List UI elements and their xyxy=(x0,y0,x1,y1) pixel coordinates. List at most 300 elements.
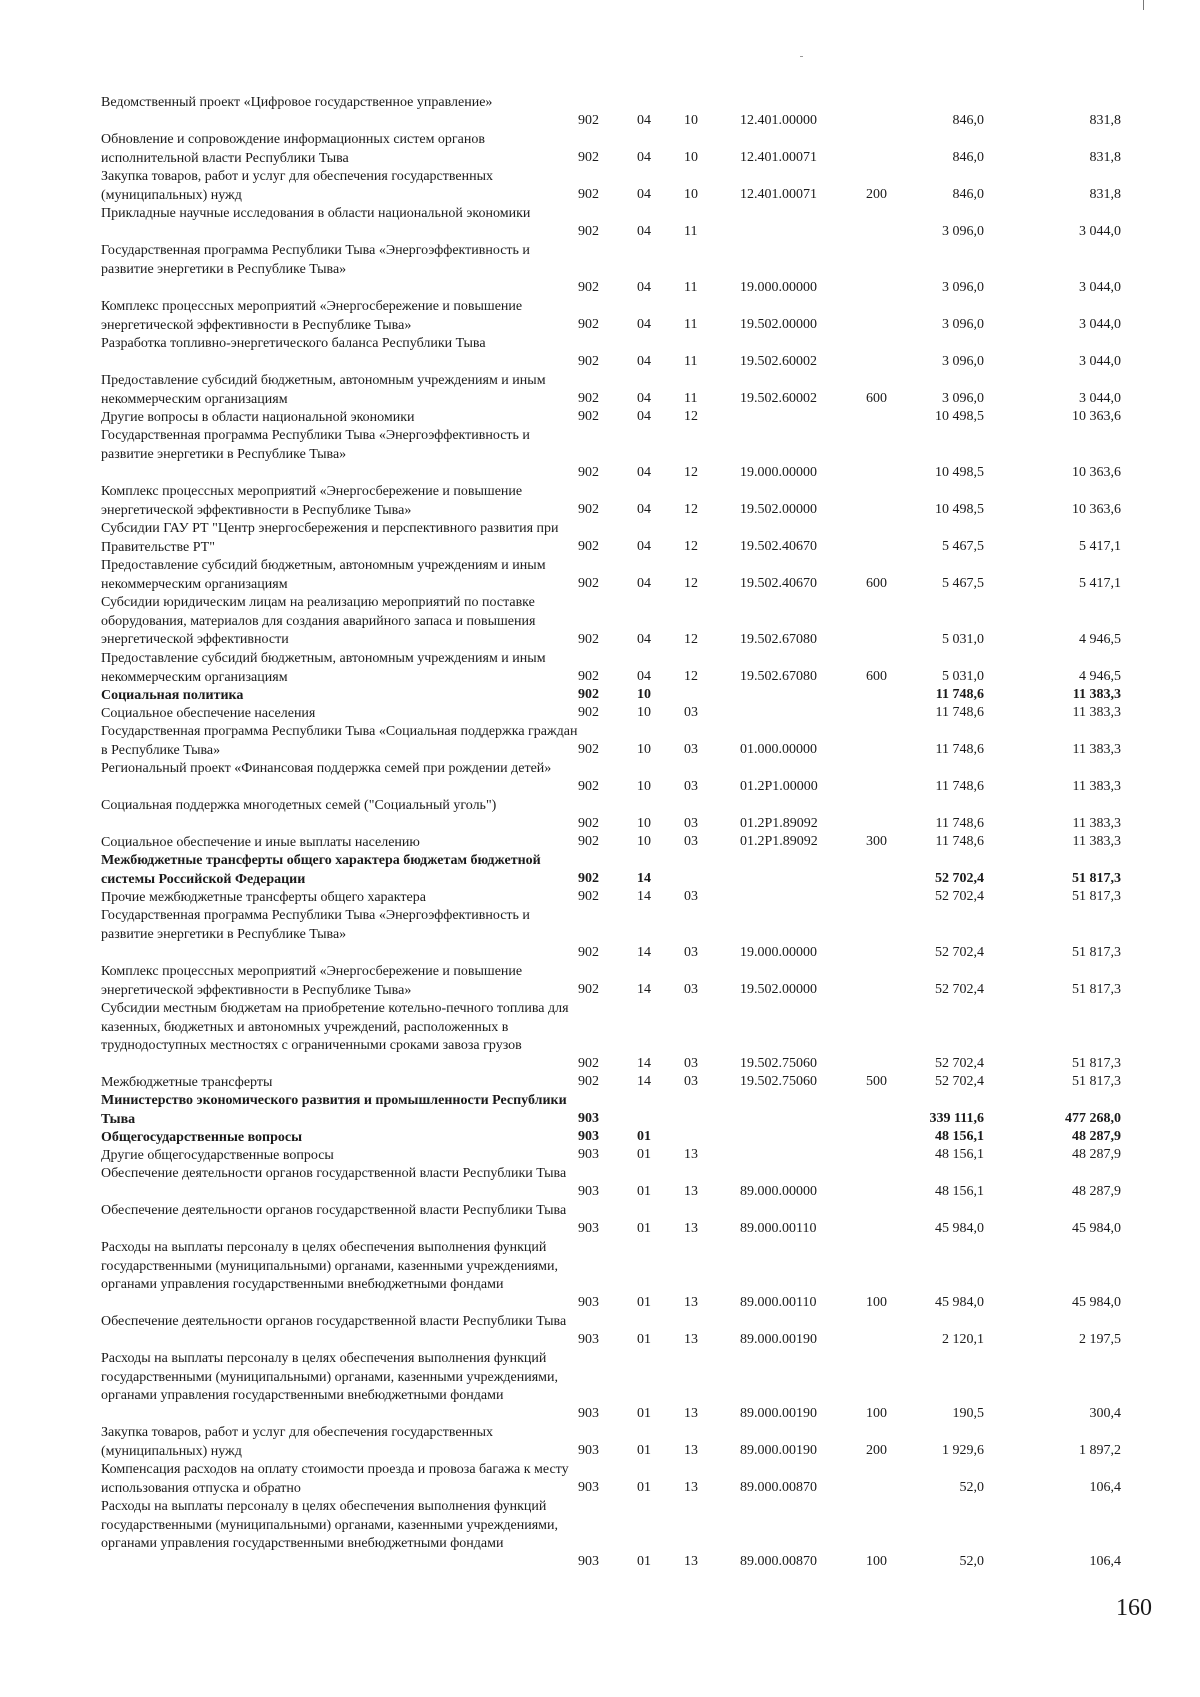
cell-razdel: 01 xyxy=(637,1129,651,1145)
cell-sum-year2: 45 984,0 xyxy=(1072,1221,1121,1237)
row-name: Прочие межбюджетные трансферты общего характера xyxy=(101,890,426,905)
cell-podrazdel: 10 xyxy=(684,113,698,129)
cell-sum-year2: 51 817,3 xyxy=(1072,982,1121,998)
cell-target-article: 19.502.00000 xyxy=(740,982,817,998)
cell-sum-year2: 51 817,3 xyxy=(1072,1074,1121,1090)
cell-ved: 902 xyxy=(578,539,599,555)
row-name: Другие вопросы в области национальной экономики xyxy=(101,410,415,425)
cell-sum-year1: 48 156,1 xyxy=(935,1147,984,1163)
cell-razdel: 14 xyxy=(637,945,651,961)
cell-sum-year1: 10 498,5 xyxy=(935,465,984,481)
row-name: Предоставление субсидий бюджетным, автономным учреждениям и иным некоммерческим организациям xyxy=(101,651,546,685)
cell-razdel: 04 xyxy=(637,669,651,685)
row-name: Закупка товаров, работ и услуг для обеспечения государственных (муниципальных) нужд xyxy=(101,1425,494,1459)
cell-sum-year2: 477 268,0 xyxy=(1065,1111,1121,1127)
cell-razdel: 10 xyxy=(637,816,651,832)
cell-sum-year2: 11 383,3 xyxy=(1072,816,1121,832)
table-row xyxy=(0,834,1200,852)
cell-sum-year2: 45 984,0 xyxy=(1072,1295,1121,1311)
row-name: Субсидии местным бюджетам на приобретение котельно-печного топлива для казенных, бюджетных и автономных учреждений, расположенных в труднодоступных местностях с ограниченными сроками завоза грузов xyxy=(101,1001,569,1054)
cell-razdel: 01 xyxy=(637,1332,651,1348)
cell-sum-year2: 5 417,1 xyxy=(1079,539,1121,555)
cell-sum-year2: 4 946,5 xyxy=(1079,669,1121,685)
table-row xyxy=(0,1165,1200,1202)
cell-sum-year1: 52 702,4 xyxy=(935,982,984,998)
cell-sum-year1: 2 120,1 xyxy=(942,1332,984,1348)
cell-razdel: 04 xyxy=(637,317,651,333)
cell-sum-year1: 3 096,0 xyxy=(942,391,984,407)
cell-sum-year2: 11 383,3 xyxy=(1072,834,1121,850)
cell-podrazdel: 13 xyxy=(684,1443,698,1459)
cell-target-article: 19.502.60002 xyxy=(740,391,817,407)
row-name: Обеспечение деятельности органов государственной власти Республики Тыва xyxy=(101,1314,567,1329)
cell-target-article: 19.502.00000 xyxy=(740,502,817,518)
cell-podrazdel: 03 xyxy=(684,945,698,961)
row-name: Комплекс процессных мероприятий «Энергосбережение и повышение энергетической эффективности в Республике Тыва» xyxy=(101,299,523,333)
cell-expense-type: 200 xyxy=(866,187,887,203)
cell-podrazdel: 13 xyxy=(684,1184,698,1200)
cell-ved: 902 xyxy=(578,889,599,905)
cell-sum-year2: 1 897,2 xyxy=(1079,1443,1121,1459)
row-name: Социальная политика xyxy=(101,688,244,703)
cell-ved: 903 xyxy=(578,1184,599,1200)
table-row xyxy=(0,760,1200,797)
cell-expense-type: 200 xyxy=(866,1443,887,1459)
row-name: Государственная программа Республики Тыва «Социальная поддержка граждан в Республике Тыва» xyxy=(101,724,578,758)
cell-ved: 902 xyxy=(578,982,599,998)
row-name: Расходы на выплаты персоналу в целях обеспечения выполнения функций государственными (муниципальными) органами, казенными учреждениями, органами управления государственными внебюджетными фондами xyxy=(101,1351,558,1404)
row-name: Межбюджетные трансферты xyxy=(101,1075,273,1090)
row-name: Субсидии юридическим лицам на реализацию мероприятий по поставке оборудования, материалов для создания аварийного запаса и повышения энергетической эффективности xyxy=(101,595,536,648)
cell-sum-year1: 846,0 xyxy=(952,187,984,203)
cell-razdel: 04 xyxy=(637,113,651,129)
cell-podrazdel: 03 xyxy=(684,816,698,832)
cell-podrazdel: 12 xyxy=(684,539,698,555)
cell-sum-year1: 11 748,6 xyxy=(935,834,984,850)
cell-ved: 902 xyxy=(578,150,599,166)
table-row xyxy=(0,705,1200,723)
cell-razdel: 01 xyxy=(637,1184,651,1200)
cell-ved: 902 xyxy=(578,280,599,296)
cell-sum-year1: 5 031,0 xyxy=(942,632,984,648)
cell-sum-year1: 10 498,5 xyxy=(935,409,984,425)
cell-sum-year1: 11 748,6 xyxy=(935,742,984,758)
cell-sum-year1: 10 498,5 xyxy=(935,502,984,518)
table-row xyxy=(0,557,1200,594)
cell-target-article: 01.2Р1.00000 xyxy=(740,779,818,795)
table-row xyxy=(0,907,1200,963)
cell-sum-year2: 51 817,3 xyxy=(1072,871,1121,887)
cell-ved: 902 xyxy=(578,669,599,685)
row-name: Социальная поддержка многодетных семей ("Социальный уголь") xyxy=(101,798,497,813)
cell-ved: 903 xyxy=(578,1129,599,1145)
row-name: Предоставление субсидий бюджетным, автономным учреждениям и иным некоммерческим организациям xyxy=(101,373,546,407)
table-row xyxy=(0,1129,1200,1147)
cell-sum-year1: 11 748,6 xyxy=(935,687,984,703)
table-row xyxy=(0,1239,1200,1313)
table-row xyxy=(0,409,1200,427)
cell-razdel: 14 xyxy=(637,889,651,905)
cell-podrazdel: 03 xyxy=(684,742,698,758)
cell-ved: 902 xyxy=(578,502,599,518)
cell-sum-year2: 10 363,6 xyxy=(1072,502,1121,518)
cell-ved: 903 xyxy=(578,1480,599,1496)
table-row xyxy=(0,372,1200,409)
cell-razdel: 04 xyxy=(637,539,651,555)
cell-target-article: 19.502.67080 xyxy=(740,632,817,648)
cell-expense-type: 500 xyxy=(866,1074,887,1090)
table-row xyxy=(0,242,1200,298)
cell-podrazdel: 13 xyxy=(684,1147,698,1163)
cell-ved: 902 xyxy=(578,871,599,887)
cell-razdel: 01 xyxy=(637,1554,651,1570)
cell-sum-year2: 10 363,6 xyxy=(1072,409,1121,425)
cell-razdel: 01 xyxy=(637,1221,651,1237)
cell-sum-year1: 3 096,0 xyxy=(942,317,984,333)
cell-expense-type: 600 xyxy=(866,576,887,592)
cell-podrazdel: 03 xyxy=(684,889,698,905)
cell-razdel: 01 xyxy=(637,1295,651,1311)
row-name: Государственная программа Республики Тыва «Энергоэффективность и развитие энергетики в Республике Тыва» xyxy=(101,243,530,277)
cell-ved: 902 xyxy=(578,409,599,425)
table-row xyxy=(0,650,1200,687)
row-name: Общегосударственные вопросы xyxy=(101,1130,303,1145)
cell-ved: 902 xyxy=(578,1074,599,1090)
cell-ved: 902 xyxy=(578,465,599,481)
row-name: Расходы на выплаты персоналу в целях обеспечения выполнения функций государственными (муниципальными) органами, казенными учреждениями, органами управления государственными внебюджетными фондами xyxy=(101,1240,558,1293)
cell-target-article: 19.502.60002 xyxy=(740,354,817,370)
cell-podrazdel: 11 xyxy=(684,391,698,407)
cell-razdel: 01 xyxy=(637,1443,651,1459)
row-name: Расходы на выплаты персоналу в целях обеспечения выполнения функций государственными (муниципальными) органами, казенными учреждениями, органами управления государственными внебюджетными фондами xyxy=(101,1499,558,1552)
table-row xyxy=(0,1424,1200,1461)
cell-podrazdel: 13 xyxy=(684,1554,698,1570)
row-name: Обеспечение деятельности органов государственной власти Республики Тыва xyxy=(101,1166,567,1181)
table-row xyxy=(0,1461,1200,1498)
table-row xyxy=(0,205,1200,242)
cell-podrazdel: 03 xyxy=(684,1056,698,1072)
cell-ved: 903 xyxy=(578,1147,599,1163)
cell-ved: 903 xyxy=(578,1443,599,1459)
page-number: 160 xyxy=(1116,1595,1152,1621)
cell-ved: 902 xyxy=(578,113,599,129)
cell-sum-year2: 3 044,0 xyxy=(1079,391,1121,407)
cell-sum-year2: 3 044,0 xyxy=(1079,354,1121,370)
cell-sum-year2: 51 817,3 xyxy=(1072,945,1121,961)
cell-target-article: 19.502.00000 xyxy=(740,317,817,333)
cell-sum-year2: 10 363,6 xyxy=(1072,465,1121,481)
row-name: Социальное обеспечение населения xyxy=(101,706,316,721)
row-name: Государственная программа Республики Тыва «Энергоэффективность и развитие энергетики в Республике Тыва» xyxy=(101,908,530,942)
cell-sum-year2: 48 287,9 xyxy=(1072,1129,1121,1145)
cell-sum-year1: 45 984,0 xyxy=(935,1221,984,1237)
cell-sum-year2: 11 383,3 xyxy=(1072,705,1121,721)
cell-sum-year1: 1 929,6 xyxy=(942,1443,984,1459)
cell-sum-year1: 190,5 xyxy=(952,1406,984,1422)
cell-target-article: 19.000.00000 xyxy=(740,465,817,481)
cell-podrazdel: 12 xyxy=(684,502,698,518)
cell-podrazdel: 11 xyxy=(684,224,698,240)
cell-sum-year1: 5 031,0 xyxy=(942,669,984,685)
cell-target-article: 12.401.00000 xyxy=(740,113,817,129)
cell-podrazdel: 03 xyxy=(684,705,698,721)
cell-razdel: 04 xyxy=(637,150,651,166)
cell-razdel: 10 xyxy=(637,779,651,795)
row-name: Обновление и сопровождение информационных систем органов исполнительной власти Республики Тыва xyxy=(101,132,485,166)
cell-podrazdel: 11 xyxy=(684,280,698,296)
table-row xyxy=(0,1313,1200,1350)
table-row xyxy=(0,1000,1200,1074)
cell-sum-year2: 300,4 xyxy=(1089,1406,1121,1422)
cell-target-article: 19.502.67080 xyxy=(740,669,817,685)
cell-target-article: 12.401.00071 xyxy=(740,187,817,203)
table-row xyxy=(0,1074,1200,1092)
cell-sum-year2: 51 817,3 xyxy=(1072,1056,1121,1072)
row-name: Закупка товаров, работ и услуг для обеспечения государственных (муниципальных) нужд xyxy=(101,169,494,203)
cell-ved: 902 xyxy=(578,779,599,795)
cell-podrazdel: 03 xyxy=(684,982,698,998)
cell-sum-year1: 3 096,0 xyxy=(942,280,984,296)
table-row xyxy=(0,797,1200,834)
cell-podrazdel: 13 xyxy=(684,1332,698,1348)
cell-ved: 902 xyxy=(578,687,599,703)
table-row xyxy=(0,1498,1200,1572)
cell-podrazdel: 12 xyxy=(684,632,698,648)
cell-razdel: 04 xyxy=(637,187,651,203)
cell-razdel: 10 xyxy=(637,687,651,703)
cell-podrazdel: 12 xyxy=(684,409,698,425)
cell-target-article: 89.000.00110 xyxy=(740,1295,817,1311)
row-name: Ведомственный проект «Цифровое государственное управление» xyxy=(101,95,493,110)
cell-razdel: 14 xyxy=(637,1056,651,1072)
cell-expense-type: 600 xyxy=(866,391,887,407)
cell-sum-year2: 106,4 xyxy=(1089,1480,1121,1496)
cell-podrazdel: 13 xyxy=(684,1295,698,1311)
cell-podrazdel: 12 xyxy=(684,465,698,481)
cell-sum-year1: 48 156,1 xyxy=(935,1184,984,1200)
cell-podrazdel: 13 xyxy=(684,1480,698,1496)
cell-ved: 903 xyxy=(578,1554,599,1570)
cell-ved: 902 xyxy=(578,742,599,758)
row-name: Комплекс процессных мероприятий «Энергосбережение и повышение энергетической эффективности в Республике Тыва» xyxy=(101,484,523,518)
cell-target-article: 01.2Р1.89092 xyxy=(740,816,818,832)
table-row xyxy=(0,889,1200,907)
cell-sum-year2: 106,4 xyxy=(1089,1554,1121,1570)
row-name: Региональный проект «Финансовая поддержка семей при рождении детей» xyxy=(101,761,552,776)
cell-sum-year1: 5 467,5 xyxy=(942,576,984,592)
cell-target-article: 12.401.00071 xyxy=(740,150,817,166)
cell-podrazdel: 03 xyxy=(684,834,698,850)
cell-sum-year1: 52 702,4 xyxy=(935,871,984,887)
cell-podrazdel: 03 xyxy=(684,779,698,795)
row-name: Предоставление субсидий бюджетным, автономным учреждениям и иным некоммерческим организациям xyxy=(101,558,546,592)
cell-razdel: 04 xyxy=(637,502,651,518)
row-name: Обеспечение деятельности органов государственной власти Республики Тыва xyxy=(101,1203,567,1218)
cell-expense-type: 600 xyxy=(866,669,887,685)
cell-razdel: 04 xyxy=(637,224,651,240)
cell-target-article: 89.000.00870 xyxy=(740,1480,817,1496)
table-row xyxy=(0,852,1200,889)
table-row xyxy=(0,520,1200,557)
cell-ved: 903 xyxy=(578,1295,599,1311)
row-name: Межбюджетные трансферты общего характера бюджетам бюджетной системы Российской Федерации xyxy=(101,853,541,887)
cell-sum-year2: 5 417,1 xyxy=(1079,576,1121,592)
cell-podrazdel: 11 xyxy=(684,354,698,370)
row-name: Другие общегосударственные вопросы xyxy=(101,1148,334,1163)
cell-razdel: 04 xyxy=(637,280,651,296)
cell-podrazdel: 13 xyxy=(684,1406,698,1422)
cell-razdel: 14 xyxy=(637,982,651,998)
cell-sum-year2: 3 044,0 xyxy=(1079,224,1121,240)
cell-ved: 902 xyxy=(578,834,599,850)
cell-target-article: 89.000.00190 xyxy=(740,1332,817,1348)
table-row xyxy=(0,687,1200,705)
table-row xyxy=(0,1147,1200,1165)
row-name: Комплекс процессных мероприятий «Энергосбережение и повышение энергетической эффективности в Республике Тыва» xyxy=(101,964,523,998)
cell-target-article: 89.000.00110 xyxy=(740,1221,817,1237)
scan-speck xyxy=(800,56,803,57)
cell-sum-year1: 3 096,0 xyxy=(942,224,984,240)
cell-ved: 902 xyxy=(578,945,599,961)
cell-sum-year2: 11 383,3 xyxy=(1072,742,1121,758)
cell-razdel: 04 xyxy=(637,576,651,592)
cell-target-article: 89.000.00870 xyxy=(740,1554,817,1570)
table-row xyxy=(0,723,1200,760)
cell-ved: 902 xyxy=(578,354,599,370)
cell-expense-type: 100 xyxy=(866,1554,887,1570)
cell-ved: 902 xyxy=(578,224,599,240)
table-row xyxy=(0,168,1200,205)
cell-razdel: 01 xyxy=(637,1406,651,1422)
row-name: Компенсация расходов на оплату стоимости проезда и провоза багажа к месту использования отпуска и обратно xyxy=(101,1462,569,1496)
cell-podrazdel: 11 xyxy=(684,317,698,333)
cell-podrazdel: 10 xyxy=(684,187,698,203)
cell-sum-year1: 52 702,4 xyxy=(935,889,984,905)
table-row xyxy=(0,483,1200,520)
cell-sum-year2: 11 383,3 xyxy=(1072,779,1121,795)
cell-sum-year2: 48 287,9 xyxy=(1072,1184,1121,1200)
cell-podrazdel: 03 xyxy=(684,1074,698,1090)
cell-target-article: 89.000.00190 xyxy=(740,1406,817,1422)
cell-ved: 902 xyxy=(578,187,599,203)
cell-sum-year2: 3 044,0 xyxy=(1079,317,1121,333)
row-name: Государственная программа Республики Тыва «Энергоэффективность и развитие энергетики в Республике Тыва» xyxy=(101,428,530,462)
cell-sum-year1: 52 702,4 xyxy=(935,1056,984,1072)
cell-ved: 903 xyxy=(578,1111,599,1127)
cell-target-article: 19.502.40670 xyxy=(740,576,817,592)
cell-sum-year2: 831,8 xyxy=(1089,150,1121,166)
cell-razdel: 10 xyxy=(637,742,651,758)
cell-sum-year1: 52,0 xyxy=(959,1480,984,1496)
cell-razdel: 04 xyxy=(637,409,651,425)
table-row xyxy=(0,963,1200,1000)
cell-ved: 903 xyxy=(578,1221,599,1237)
cell-sum-year1: 48 156,1 xyxy=(935,1129,984,1145)
page-edge-mark xyxy=(1143,0,1144,10)
cell-razdel: 14 xyxy=(637,871,651,887)
row-name: Социальное обеспечение и иные выплаты населению xyxy=(101,835,420,850)
row-name: Прикладные научные исследования в области национальной экономики xyxy=(101,206,531,221)
cell-sum-year1: 339 111,6 xyxy=(929,1111,984,1127)
table-row xyxy=(0,298,1200,335)
table-row xyxy=(0,131,1200,168)
row-name: Субсидии ГАУ РТ "Центр энергосбережения и перспективного развития при Правительстве РТ" xyxy=(101,521,559,555)
cell-expense-type: 300 xyxy=(866,834,887,850)
cell-target-article: 19.502.40670 xyxy=(740,539,817,555)
cell-sum-year1: 52 702,4 xyxy=(935,1074,984,1090)
table-row xyxy=(0,427,1200,483)
cell-razdel: 04 xyxy=(637,391,651,407)
cell-target-article: 19.502.75060 xyxy=(740,1056,817,1072)
cell-target-article: 01.000.00000 xyxy=(740,742,817,758)
cell-sum-year2: 51 817,3 xyxy=(1072,889,1121,905)
cell-sum-year1: 846,0 xyxy=(952,113,984,129)
cell-podrazdel: 12 xyxy=(684,669,698,685)
cell-ved: 902 xyxy=(578,705,599,721)
cell-razdel: 01 xyxy=(637,1480,651,1496)
cell-sum-year1: 5 467,5 xyxy=(942,539,984,555)
cell-ved: 902 xyxy=(578,391,599,407)
cell-sum-year1: 846,0 xyxy=(952,150,984,166)
table-row xyxy=(0,94,1200,131)
cell-podrazdel: 13 xyxy=(684,1221,698,1237)
table-row xyxy=(0,1350,1200,1424)
cell-ved: 902 xyxy=(578,816,599,832)
row-name: Разработка топливно-энергетического баланса Республики Тыва xyxy=(101,336,486,351)
cell-podrazdel: 12 xyxy=(684,576,698,592)
cell-sum-year2: 3 044,0 xyxy=(1079,280,1121,296)
cell-sum-year1: 52,0 xyxy=(959,1554,984,1570)
cell-razdel: 04 xyxy=(637,465,651,481)
cell-ved: 902 xyxy=(578,1056,599,1072)
cell-ved: 902 xyxy=(578,317,599,333)
cell-ved: 903 xyxy=(578,1332,599,1348)
cell-sum-year1: 3 096,0 xyxy=(942,354,984,370)
cell-sum-year1: 52 702,4 xyxy=(935,945,984,961)
cell-razdel: 01 xyxy=(637,1147,651,1163)
cell-target-article: 19.000.00000 xyxy=(740,280,817,296)
cell-sum-year1: 11 748,6 xyxy=(935,779,984,795)
cell-sum-year1: 11 748,6 xyxy=(935,816,984,832)
cell-podrazdel: 10 xyxy=(684,150,698,166)
cell-razdel: 04 xyxy=(637,354,651,370)
cell-expense-type: 100 xyxy=(866,1406,887,1422)
table-row xyxy=(0,1092,1200,1129)
cell-target-article: 89.000.00000 xyxy=(740,1184,817,1200)
cell-ved: 902 xyxy=(578,632,599,648)
cell-sum-year2: 4 946,5 xyxy=(1079,632,1121,648)
cell-razdel: 04 xyxy=(637,632,651,648)
cell-razdel: 10 xyxy=(637,705,651,721)
cell-target-article: 89.000.00190 xyxy=(740,1443,817,1459)
cell-ved: 902 xyxy=(578,576,599,592)
cell-sum-year2: 11 383,3 xyxy=(1072,687,1121,703)
cell-target-article: 19.000.00000 xyxy=(740,945,817,961)
cell-ved: 903 xyxy=(578,1406,599,1422)
table-row xyxy=(0,594,1200,650)
cell-target-article: 01.2Р1.89092 xyxy=(740,834,818,850)
cell-razdel: 14 xyxy=(637,1074,651,1090)
cell-sum-year2: 2 197,5 xyxy=(1079,1332,1121,1348)
cell-target-article: 19.502.75060 xyxy=(740,1074,817,1090)
cell-sum-year1: 11 748,6 xyxy=(935,705,984,721)
cell-sum-year2: 831,8 xyxy=(1089,187,1121,203)
cell-sum-year2: 831,8 xyxy=(1089,113,1121,129)
table-row xyxy=(0,335,1200,372)
table-row xyxy=(0,1202,1200,1239)
cell-sum-year2: 48 287,9 xyxy=(1072,1147,1121,1163)
cell-sum-year1: 45 984,0 xyxy=(935,1295,984,1311)
